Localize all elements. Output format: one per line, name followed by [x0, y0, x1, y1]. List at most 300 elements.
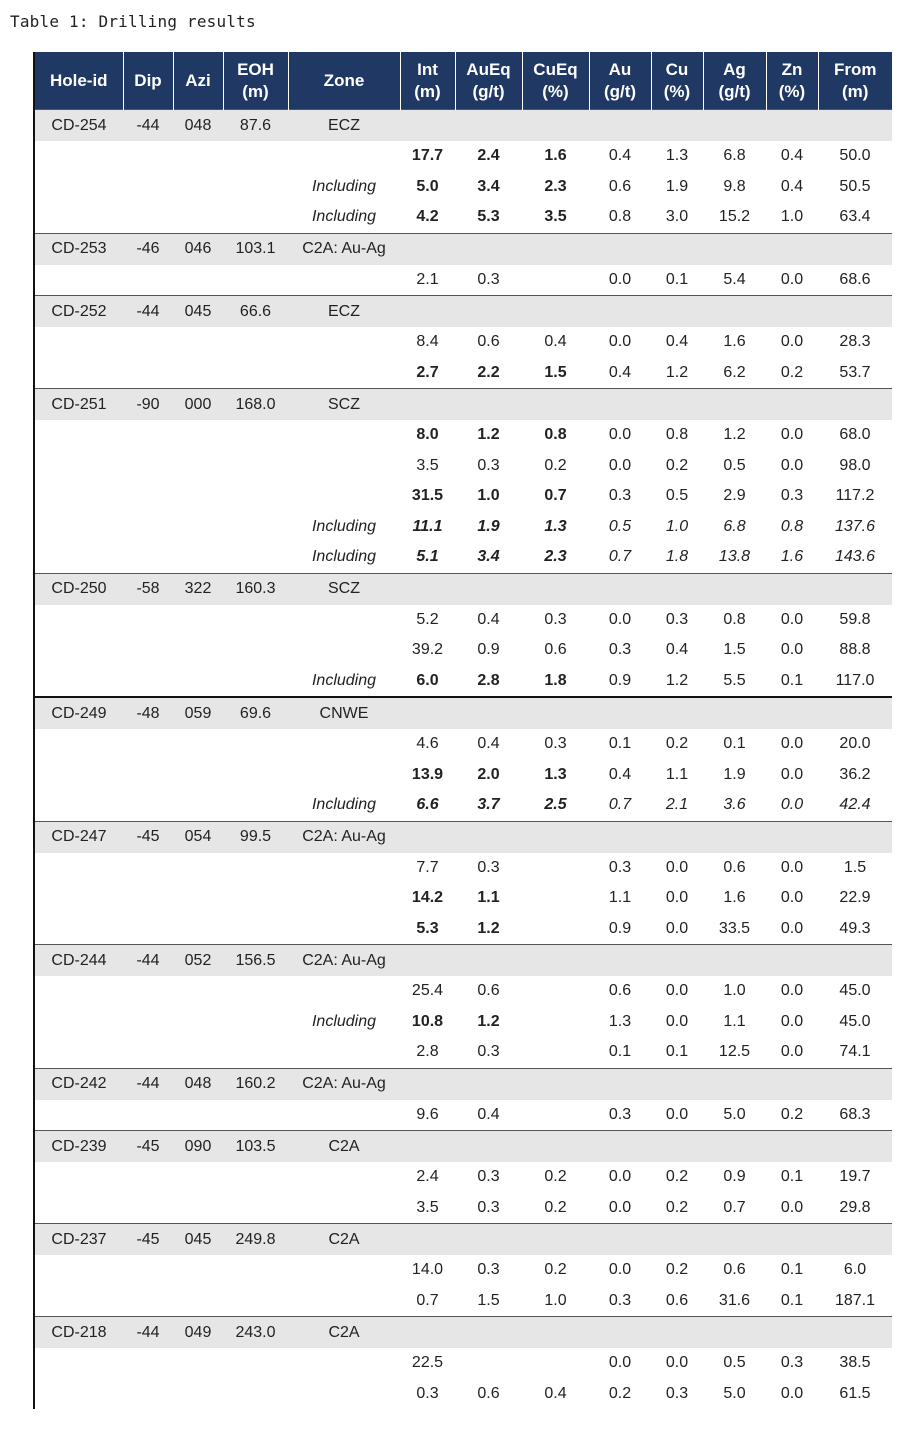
int-cell: 3.5 [400, 451, 455, 482]
hole-header-row [35, 1131, 892, 1163]
zn-cell: 0.1 [766, 1162, 818, 1193]
empty-cell [703, 110, 766, 142]
interval-row [35, 1255, 892, 1286]
cueq-cell: 2.3 [522, 542, 589, 573]
from-cell: 117.0 [818, 666, 892, 698]
interval-row [35, 1100, 892, 1131]
zn-cell: 1.0 [766, 202, 818, 233]
ag-cell: 0.6 [703, 1255, 766, 1286]
zn-cell: 1.6 [766, 542, 818, 573]
aueq-cell: 0.4 [455, 1100, 522, 1131]
au-cell: 0.0 [589, 1348, 651, 1379]
empty-cell [766, 821, 818, 853]
empty-cell [651, 821, 703, 853]
hole-id-cell: CD-239 [35, 1131, 123, 1163]
empty-cell [223, 1255, 288, 1286]
empty-cell [223, 1193, 288, 1224]
au-cell: 0.4 [589, 141, 651, 172]
hole-id-cell: CD-253 [35, 233, 123, 265]
zn-cell: 0.3 [766, 481, 818, 512]
empty-cell [703, 233, 766, 265]
empty-cell [455, 821, 522, 853]
zone-cell: C2A: Au-Ag [288, 945, 400, 977]
empty-cell [589, 233, 651, 265]
int-cell: 2.4 [400, 1162, 455, 1193]
cueq-cell [522, 1007, 589, 1038]
from-cell: 137.6 [818, 512, 892, 543]
column-header: Cu (%) [651, 52, 703, 110]
au-cell: 0.2 [589, 1379, 651, 1410]
empty-cell [223, 635, 288, 666]
from-cell: 88.8 [818, 635, 892, 666]
empty-cell [522, 821, 589, 853]
int-cell: 8.4 [400, 327, 455, 358]
zn-cell: 0.0 [766, 1007, 818, 1038]
cu-cell: 0.0 [651, 853, 703, 884]
empty-cell [173, 760, 223, 791]
ag-cell: 33.5 [703, 914, 766, 945]
empty-cell [123, 635, 173, 666]
zone-cell: C2A [288, 1224, 400, 1256]
cueq-cell [522, 976, 589, 1007]
interval-label-cell [288, 1193, 400, 1224]
empty-cell [123, 1286, 173, 1317]
empty-cell [35, 853, 123, 884]
empty-cell [651, 945, 703, 977]
empty-cell [651, 296, 703, 328]
cu-cell: 1.2 [651, 666, 703, 698]
interval-label-cell [288, 635, 400, 666]
dip-cell: -44 [123, 1068, 173, 1100]
empty-cell [35, 976, 123, 1007]
empty-cell [589, 945, 651, 977]
aueq-cell: 1.2 [455, 1007, 522, 1038]
from-cell: 143.6 [818, 542, 892, 573]
from-cell: 59.8 [818, 605, 892, 636]
cueq-cell: 0.4 [522, 1379, 589, 1410]
int-cell: 0.7 [400, 1286, 455, 1317]
empty-cell [455, 1317, 522, 1349]
empty-cell [223, 265, 288, 296]
from-cell: 98.0 [818, 451, 892, 482]
zn-cell: 0.0 [766, 1379, 818, 1410]
interval-row [35, 1162, 892, 1193]
empty-cell [703, 821, 766, 853]
header-row [35, 52, 892, 110]
zn-cell: 0.2 [766, 358, 818, 389]
azi-cell: 322 [173, 573, 223, 605]
empty-cell [223, 1007, 288, 1038]
empty-cell [123, 976, 173, 1007]
empty-cell [223, 1037, 288, 1068]
empty-cell [123, 141, 173, 172]
zn-cell: 0.0 [766, 420, 818, 451]
zn-cell: 0.1 [766, 666, 818, 698]
empty-cell [589, 1317, 651, 1349]
interval-label-cell [288, 1286, 400, 1317]
empty-cell [123, 760, 173, 791]
cueq-cell: 0.3 [522, 729, 589, 760]
ag-cell: 1.2 [703, 420, 766, 451]
empty-cell [173, 141, 223, 172]
zn-cell: 0.0 [766, 451, 818, 482]
dip-cell: -44 [123, 945, 173, 977]
empty-cell [522, 1224, 589, 1256]
cu-cell: 3.0 [651, 202, 703, 233]
empty-cell [123, 481, 173, 512]
int-cell: 3.5 [400, 1193, 455, 1224]
ag-cell: 1.1 [703, 1007, 766, 1038]
empty-cell [35, 1286, 123, 1317]
zone-cell: C2A: Au-Ag [288, 1068, 400, 1100]
empty-cell [173, 635, 223, 666]
hole-id-cell: CD-218 [35, 1317, 123, 1349]
empty-cell [123, 202, 173, 233]
empty-cell [522, 110, 589, 142]
ag-cell: 6.8 [703, 512, 766, 543]
empty-cell [173, 1379, 223, 1410]
azi-cell: 054 [173, 821, 223, 853]
int-cell: 2.7 [400, 358, 455, 389]
column-header: Ag (g/t) [703, 52, 766, 110]
empty-cell [123, 729, 173, 760]
empty-cell [173, 605, 223, 636]
empty-cell [173, 1193, 223, 1224]
empty-cell [35, 1255, 123, 1286]
empty-cell [123, 1037, 173, 1068]
ag-cell: 5.5 [703, 666, 766, 698]
zn-cell: 0.0 [766, 265, 818, 296]
hole-id-cell: CD-250 [35, 573, 123, 605]
empty-cell [123, 853, 173, 884]
empty-cell [589, 1131, 651, 1163]
au-cell: 0.0 [589, 451, 651, 482]
empty-cell [35, 883, 123, 914]
au-cell: 0.8 [589, 202, 651, 233]
empty-cell [123, 451, 173, 482]
hole-header-row [35, 573, 892, 605]
empty-cell [173, 914, 223, 945]
empty-cell [223, 542, 288, 573]
column-header: Int (m) [400, 52, 455, 110]
empty-cell [766, 1131, 818, 1163]
aueq-cell: 2.4 [455, 141, 522, 172]
empty-cell [123, 358, 173, 389]
empty-cell [400, 1224, 455, 1256]
cu-cell: 1.9 [651, 172, 703, 203]
empty-cell [589, 296, 651, 328]
cueq-cell: 0.2 [522, 1162, 589, 1193]
hole-header-row [35, 389, 892, 421]
int-cell: 6.0 [400, 666, 455, 698]
azi-cell: 045 [173, 296, 223, 328]
dip-cell: -45 [123, 1131, 173, 1163]
aueq-cell: 1.2 [455, 420, 522, 451]
drilling-results-table-container [33, 52, 892, 1409]
au-cell: 0.0 [589, 1255, 651, 1286]
empty-cell [703, 1131, 766, 1163]
empty-cell [223, 666, 288, 698]
empty-cell [223, 451, 288, 482]
zone-cell: ECZ [288, 110, 400, 142]
au-cell: 0.0 [589, 327, 651, 358]
from-cell: 42.4 [818, 790, 892, 821]
empty-cell [818, 389, 892, 421]
empty-cell [173, 1348, 223, 1379]
zone-cell: CNWE [288, 697, 400, 729]
cu-cell: 0.2 [651, 1193, 703, 1224]
zn-cell: 0.0 [766, 914, 818, 945]
empty-cell [400, 697, 455, 729]
empty-cell [173, 542, 223, 573]
column-header: Dip [123, 52, 173, 110]
empty-cell [35, 327, 123, 358]
au-cell: 0.4 [589, 358, 651, 389]
interval-label-cell [288, 729, 400, 760]
au-cell: 0.0 [589, 1193, 651, 1224]
interval-label-cell [288, 914, 400, 945]
empty-cell [703, 697, 766, 729]
interval-label-cell [288, 141, 400, 172]
cu-cell: 0.1 [651, 265, 703, 296]
int-cell: 25.4 [400, 976, 455, 1007]
cueq-cell [522, 914, 589, 945]
ag-cell: 1.6 [703, 883, 766, 914]
empty-cell [173, 1037, 223, 1068]
from-cell: 29.8 [818, 1193, 892, 1224]
empty-cell [35, 1348, 123, 1379]
empty-cell [522, 389, 589, 421]
interval-row [35, 914, 892, 945]
aueq-cell: 0.3 [455, 265, 522, 296]
zn-cell: 0.4 [766, 172, 818, 203]
au-cell: 0.6 [589, 976, 651, 1007]
interval-row [35, 1037, 892, 1068]
empty-cell [455, 1224, 522, 1256]
cueq-cell [522, 1348, 589, 1379]
column-header: Zone [288, 52, 400, 110]
empty-cell [173, 729, 223, 760]
cueq-cell [522, 265, 589, 296]
ag-cell: 5.4 [703, 265, 766, 296]
empty-cell [400, 573, 455, 605]
ag-cell: 31.6 [703, 1286, 766, 1317]
from-cell: 38.5 [818, 1348, 892, 1379]
empty-cell [589, 573, 651, 605]
empty-cell [589, 1068, 651, 1100]
zn-cell: 0.3 [766, 1348, 818, 1379]
int-cell: 0.3 [400, 1379, 455, 1410]
cueq-cell: 0.4 [522, 327, 589, 358]
empty-cell [703, 1224, 766, 1256]
au-cell: 0.4 [589, 760, 651, 791]
zn-cell: 0.0 [766, 327, 818, 358]
interval-label-cell [288, 358, 400, 389]
aueq-cell [455, 1348, 522, 1379]
int-cell: 8.0 [400, 420, 455, 451]
empty-cell [123, 1348, 173, 1379]
zn-cell: 0.0 [766, 1193, 818, 1224]
au-cell: 0.0 [589, 605, 651, 636]
hole-id-cell: CD-254 [35, 110, 123, 142]
empty-cell [35, 265, 123, 296]
int-cell: 17.7 [400, 141, 455, 172]
cu-cell: 0.2 [651, 1162, 703, 1193]
ag-cell: 6.8 [703, 141, 766, 172]
azi-cell: 049 [173, 1317, 223, 1349]
cu-cell: 0.0 [651, 914, 703, 945]
cueq-cell [522, 1100, 589, 1131]
cueq-cell: 0.2 [522, 1255, 589, 1286]
cu-cell: 0.6 [651, 1286, 703, 1317]
aueq-cell: 1.1 [455, 883, 522, 914]
zn-cell: 0.0 [766, 760, 818, 791]
empty-cell [123, 265, 173, 296]
from-cell: 50.5 [818, 172, 892, 203]
hole-id-cell: CD-249 [35, 697, 123, 729]
empty-cell [123, 1193, 173, 1224]
empty-cell [223, 202, 288, 233]
empty-cell [589, 389, 651, 421]
eoh-cell: 160.2 [223, 1068, 288, 1100]
empty-cell [455, 573, 522, 605]
from-cell: 19.7 [818, 1162, 892, 1193]
empty-cell [400, 389, 455, 421]
cu-cell: 1.8 [651, 542, 703, 573]
aueq-cell: 0.3 [455, 1255, 522, 1286]
cu-cell: 1.3 [651, 141, 703, 172]
zone-cell: SCZ [288, 573, 400, 605]
cueq-cell: 1.8 [522, 666, 589, 698]
cu-cell: 2.1 [651, 790, 703, 821]
empty-cell [766, 389, 818, 421]
aueq-cell: 0.3 [455, 451, 522, 482]
column-header: AuEq (g/t) [455, 52, 522, 110]
empty-cell [35, 202, 123, 233]
interval-label-cell [288, 883, 400, 914]
empty-cell [35, 1007, 123, 1038]
from-cell: 53.7 [818, 358, 892, 389]
column-header: EOH (m) [223, 52, 288, 110]
int-cell: 9.6 [400, 1100, 455, 1131]
hole-header-row [35, 697, 892, 729]
cueq-cell: 1.6 [522, 141, 589, 172]
empty-cell [173, 1100, 223, 1131]
column-header: From (m) [818, 52, 892, 110]
interval-label-cell [288, 265, 400, 296]
empty-cell [35, 420, 123, 451]
empty-cell [455, 233, 522, 265]
azi-cell: 048 [173, 110, 223, 142]
interval-label-cell: Including [288, 666, 400, 698]
empty-cell [123, 1100, 173, 1131]
zn-cell: 0.0 [766, 1037, 818, 1068]
empty-cell [173, 512, 223, 543]
interval-row [35, 1007, 892, 1038]
aueq-cell: 2.8 [455, 666, 522, 698]
ag-cell: 1.0 [703, 976, 766, 1007]
ag-cell: 0.5 [703, 1348, 766, 1379]
interval-row [35, 202, 892, 233]
empty-cell [651, 697, 703, 729]
empty-cell [35, 760, 123, 791]
interval-row [35, 760, 892, 791]
column-header: Hole-id [35, 52, 123, 110]
ag-cell: 1.6 [703, 327, 766, 358]
aueq-cell: 0.9 [455, 635, 522, 666]
empty-cell [818, 1224, 892, 1256]
column-header: Au (g/t) [589, 52, 651, 110]
empty-cell [223, 729, 288, 760]
empty-cell [400, 821, 455, 853]
au-cell: 0.3 [589, 1100, 651, 1131]
interval-row [35, 512, 892, 543]
int-cell: 2.1 [400, 265, 455, 296]
empty-cell [522, 233, 589, 265]
empty-cell [35, 914, 123, 945]
int-cell: 4.2 [400, 202, 455, 233]
empty-cell [455, 1131, 522, 1163]
interval-row [35, 172, 892, 203]
aueq-cell: 5.3 [455, 202, 522, 233]
empty-cell [589, 110, 651, 142]
zn-cell: 0.0 [766, 853, 818, 884]
eoh-cell: 168.0 [223, 389, 288, 421]
interval-label-cell: Including [288, 1007, 400, 1038]
dip-cell: -44 [123, 110, 173, 142]
from-cell: 74.1 [818, 1037, 892, 1068]
empty-cell [123, 666, 173, 698]
azi-cell: 000 [173, 389, 223, 421]
empty-cell [35, 729, 123, 760]
hole-header-row [35, 1224, 892, 1256]
interval-row [35, 1348, 892, 1379]
empty-cell [35, 141, 123, 172]
column-header: CuEq (%) [522, 52, 589, 110]
aueq-cell: 0.3 [455, 853, 522, 884]
hole-header-row [35, 296, 892, 328]
cueq-cell: 1.3 [522, 512, 589, 543]
cu-cell: 0.1 [651, 1037, 703, 1068]
aueq-cell: 3.7 [455, 790, 522, 821]
empty-cell [223, 1348, 288, 1379]
aueq-cell: 3.4 [455, 172, 522, 203]
cu-cell: 1.1 [651, 760, 703, 791]
hole-header-row [35, 110, 892, 142]
interval-row [35, 420, 892, 451]
eoh-cell: 156.5 [223, 945, 288, 977]
empty-cell [35, 1193, 123, 1224]
interval-label-cell: Including [288, 202, 400, 233]
zone-cell: SCZ [288, 389, 400, 421]
aueq-cell: 0.3 [455, 1037, 522, 1068]
empty-cell [223, 976, 288, 1007]
empty-cell [651, 573, 703, 605]
ag-cell: 5.0 [703, 1100, 766, 1131]
empty-cell [223, 1100, 288, 1131]
cueq-cell [522, 1037, 589, 1068]
from-cell: 49.3 [818, 914, 892, 945]
empty-cell [766, 233, 818, 265]
zone-cell: C2A [288, 1317, 400, 1349]
empty-cell [703, 389, 766, 421]
empty-cell [766, 945, 818, 977]
empty-cell [703, 1317, 766, 1349]
empty-cell [522, 1317, 589, 1349]
empty-cell [522, 573, 589, 605]
cueq-cell [522, 883, 589, 914]
aueq-cell: 0.6 [455, 976, 522, 1007]
